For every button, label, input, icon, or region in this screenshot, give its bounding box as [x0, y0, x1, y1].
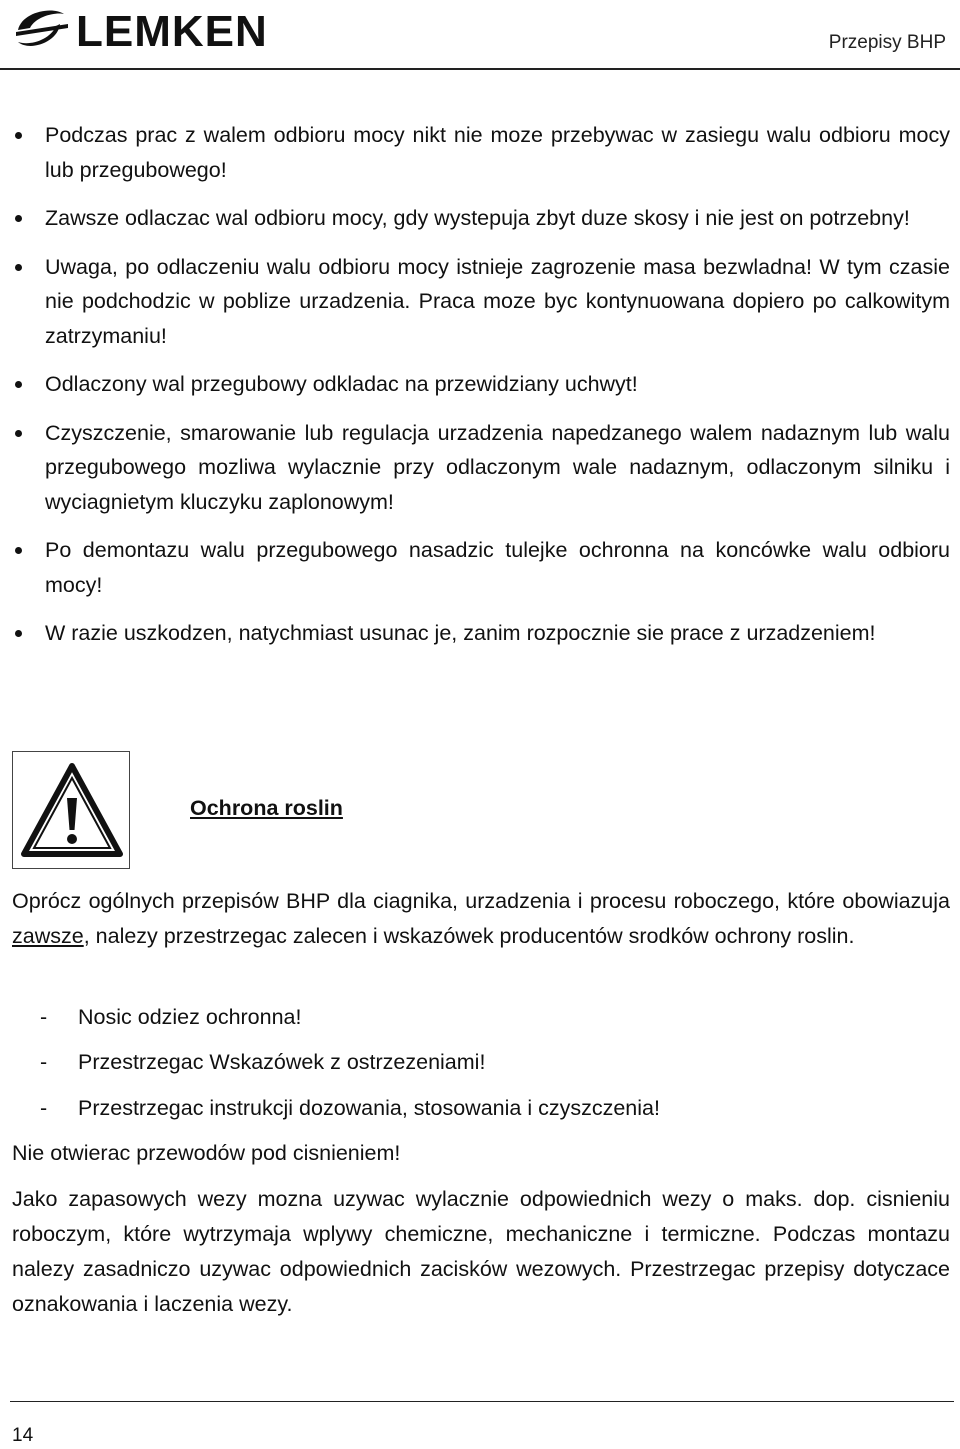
- dash-marker: -: [40, 1005, 48, 1029]
- lemken-logo-mark-icon: [16, 11, 68, 46]
- list-item: - Przestrzegac Wskazówek z ostrzezeniami!: [40, 1047, 485, 1077]
- list-item: Uwaga, po odlaczeniu walu odbioru mocy istnieje zagrozenie masa bezwladna! W tym czasie nie podchodzic w poblize urzadzenia. Praca moze byc kontynuowana dopiero po calkowitym zatrzymaniu!: [14, 250, 950, 354]
- page-number: 14: [12, 1425, 34, 1446]
- dash-marker: -: [40, 1096, 48, 1120]
- section-title: Ochrona roslin: [190, 796, 343, 820]
- emphasis-text: zawsze: [12, 924, 84, 948]
- list-item: - Przestrzegac instrukcji dozowania, stosowania i czyszczenia!: [40, 1093, 660, 1123]
- bullet-icon: [15, 630, 22, 637]
- bullet-icon: [15, 381, 22, 388]
- list-item: Zawsze odlaczac wal odbioru mocy, gdy wystepuja zbyt duze skosy i nie jest on potrzebny!: [14, 201, 950, 236]
- warning-triangle-icon: [19, 758, 125, 864]
- logo-wordmark: LEMKEN: [76, 7, 268, 56]
- bullet-icon: [15, 430, 22, 437]
- pressure-note: Nie otwierac przewodów pod cisnieniem!: [12, 1141, 401, 1165]
- bullet-icon: [15, 264, 22, 271]
- list-item: Odlaczony wal przegubowy odkladac na przewidziany uchwyt!: [14, 367, 950, 402]
- lemken-logo: [12, 2, 297, 58]
- list-item: Czyszczenie, smarowanie lub regulacja urzadzenia napedzanego walem nadaznym lub walu przegubowego mozliwa wylacznie przy odlaczonym wale nadaznym, odlaczonym silniku i wyciagnietym kluczyku zaplonowym!: [14, 416, 950, 520]
- warning-symbol-box: [12, 751, 130, 869]
- header-title: Przepisy BHP: [828, 32, 946, 53]
- list-item: Po demontazu walu przegubowego nasadzic tulejke ochronna na koncówke walu odbioru mocy!: [14, 533, 950, 602]
- dash-marker: -: [40, 1050, 48, 1074]
- list-item: Podczas prac z walem odbioru mocy nikt nie moze przebywac w zasiegu walu odbioru mocy lub przegubowego!: [14, 118, 950, 187]
- page-header: [0, 0, 960, 72]
- hose-paragraph: Jako zapasowych wezy mozna uzywac wylacznie odpowiednich wezy o maks. dop. cisnieniu roboczym, które wytrzymaja wplywy chemiczne, mechaniczne i termiczne. Podczas montazu nalezy zasadniczo uzywac odpowiednich zacisków wezowych. Przestrzegac przepisy dotyczace oznakowania i laczenia wezy.: [12, 1187, 950, 1316]
- bullet-icon: [15, 132, 22, 139]
- bullet-icon: [15, 547, 22, 554]
- footer-divider: [10, 1401, 954, 1402]
- intro-paragraph: Oprócz ogólnych przepisów BHP dla ciagnika, urzadzenia i procesu roboczego, które obowiazuja zawsze, nalezy przestrzegac zalecen i wskazówek producentów srodków ochrony roslin.: [12, 889, 950, 948]
- list-item: W razie uszkodzen, natychmiast usunac je, zanim rozpocznie sie prace z urzadzeniem!: [14, 616, 950, 651]
- safety-bullet-list: [14, 118, 950, 665]
- bullet-icon: [15, 215, 22, 222]
- list-item: - Nosic odziez ochronna!: [40, 1002, 301, 1032]
- header-divider: [0, 68, 960, 70]
